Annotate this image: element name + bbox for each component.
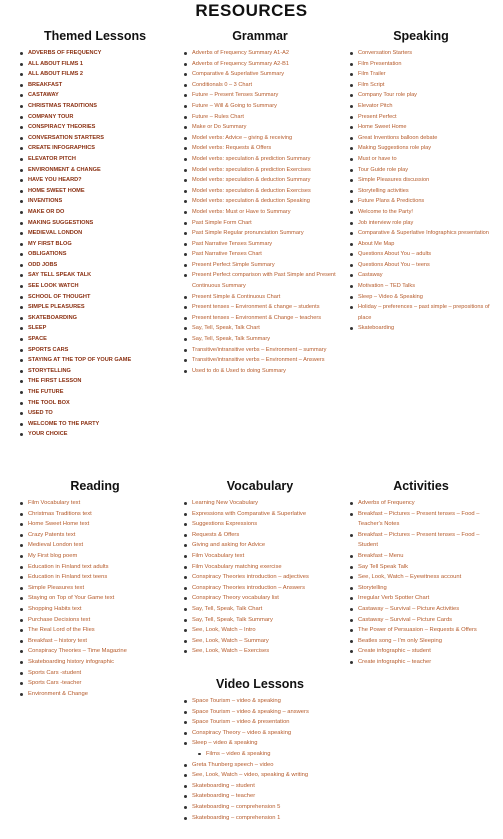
- resource-link[interactable]: INVENTIONS: [28, 196, 174, 207]
- resource-link[interactable]: Beatles song – I'm only Sleeping: [358, 636, 496, 647]
- resource-link[interactable]: ELEVATOR PITCH: [28, 154, 174, 165]
- resource-link[interactable]: Say, Tell, Speak, Talk Summary: [192, 334, 340, 345]
- resource-link[interactable]: Transitive/intransitive verbs – Environment – summary: [192, 345, 340, 356]
- resource-link[interactable]: Christmas Traditions text: [28, 509, 174, 520]
- resource-link[interactable]: Film Vocabulary text: [192, 551, 340, 562]
- resource-link[interactable]: HOME SWEET HOME: [28, 186, 174, 197]
- resource-link[interactable]: Giving and asking for Advice: [192, 540, 340, 551]
- resource-link[interactable]: My First blog poem: [28, 551, 174, 562]
- resource-link[interactable]: Comparative & Superlative Infographics presentation: [358, 228, 496, 239]
- resource-link[interactable]: Future – Rules Chart: [192, 112, 340, 123]
- resource-link[interactable]: SEE LOOK WATCH: [28, 281, 174, 292]
- resource-link[interactable]: Job interview role play: [358, 218, 496, 229]
- resource-link[interactable]: Great Inventions balloon debate: [358, 133, 496, 144]
- resource-link[interactable]: Film Vocabulary text: [28, 498, 174, 509]
- resource-link[interactable]: Skateboarding: [358, 323, 496, 334]
- resource-link[interactable]: Sleep – Video & Speaking: [358, 292, 496, 303]
- resource-link[interactable]: Transitive/intransitive verbs – Environment – Answers: [192, 355, 340, 366]
- resource-link[interactable]: Expressions with Comparative & Superlative: [192, 509, 340, 520]
- resource-link[interactable]: SPACE: [28, 334, 174, 345]
- resource-link[interactable]: SKATEBOARDING: [28, 313, 174, 324]
- resource-link[interactable]: Space Tourism – video & presentation: [192, 717, 340, 728]
- activities-list: [346, 498, 496, 668]
- resource-link[interactable]: Sleep – video & speaking: [192, 738, 340, 749]
- resource-link[interactable]: SCHOOL OF THOUGHT: [28, 292, 174, 303]
- resource-link[interactable]: Present tenses – Environment & Change – teachers: [192, 313, 340, 324]
- resource-link[interactable]: ALL ABOUT FILMS 1: [28, 59, 174, 70]
- resource-link[interactable]: Present Perfect comparison with Past Simple and Present Continuous Summary: [192, 270, 340, 291]
- resource-link[interactable]: Model verbs: Advice – giving & receiving: [192, 133, 340, 144]
- resource-link[interactable]: Adverbs of Frequency Summary A1-A2: [192, 48, 340, 59]
- vocabulary-section: [180, 478, 340, 657]
- resource-link[interactable]: HAVE YOU HEARD?: [28, 175, 174, 186]
- resource-link[interactable]: Past Narrative Tenses Chart: [192, 249, 340, 260]
- resource-link[interactable]: Film Presentation: [358, 59, 496, 70]
- resource-link[interactable]: Model verbs: speculation & prediction Summary: [192, 154, 340, 165]
- resource-link[interactable]: Breakfast – Pictures – Present tenses – Food – Teacher's Notes: [358, 509, 496, 530]
- themed-lessons-heading: Themed Lessons: [43, 29, 147, 43]
- speaking-list: [346, 48, 496, 334]
- resource-link[interactable]: MEDIEVAL LONDON: [28, 228, 174, 239]
- resource-link[interactable]: See, Look, Watch – Summary: [192, 636, 340, 647]
- resource-link[interactable]: OBLIGATIONS: [28, 249, 174, 260]
- resource-link[interactable]: Education in Finland text adults: [28, 562, 174, 573]
- resource-link[interactable]: Breakfast – Menu: [358, 551, 496, 562]
- resource-link[interactable]: Film Vocabulary matching exercise: [192, 562, 340, 573]
- resource-link[interactable]: Film Trailer: [358, 69, 496, 80]
- resource-link[interactable]: Model verbs: speculation & deduction Summary: [192, 175, 340, 186]
- resource-link[interactable]: About Me Map: [358, 239, 496, 250]
- video-lessons-section: [180, 676, 340, 823]
- resource-link[interactable]: Sports Cars -student: [28, 668, 174, 679]
- resource-link[interactable]: CONSPIRACY THEORIES: [28, 122, 174, 133]
- themed-lessons-section: [16, 28, 174, 440]
- resource-link[interactable]: Purchase Decisions text: [28, 615, 174, 626]
- resource-link[interactable]: Greta Thunberg speech – video: [192, 760, 340, 771]
- resource-link[interactable]: Space Tourism – video & speaking: [192, 696, 340, 707]
- resource-link[interactable]: Skateboarding history infographic: [28, 657, 174, 668]
- resource-link[interactable]: SPORTS CARS: [28, 345, 174, 356]
- resource-link[interactable]: The Real Lord of the Flies: [28, 625, 174, 636]
- resource-link[interactable]: ODD JOBS: [28, 260, 174, 271]
- resource-link[interactable]: See, Look, Watch – Intro: [192, 625, 340, 636]
- resource-link[interactable]: Past Simple Form Chart: [192, 218, 340, 229]
- resource-link[interactable]: THE FIRST LESSON: [28, 376, 174, 387]
- resource-link[interactable]: Sports Cars -teacher: [28, 678, 174, 689]
- resource-link[interactable]: Past Narrative Tenses Summary: [192, 239, 340, 250]
- resource-link[interactable]: ENVIRONMENT & CHANGE: [28, 165, 174, 176]
- resource-link[interactable]: Company Tour role play: [358, 90, 496, 101]
- vocabulary-heading: Vocabulary: [226, 479, 294, 493]
- resource-link[interactable]: Staying on Top of Your Game text: [28, 593, 174, 604]
- resource-link[interactable]: Comparative & Superlative Summary: [192, 69, 340, 80]
- resource-link[interactable]: Learning New Vocabulary: [192, 498, 340, 509]
- resource-link[interactable]: Breakfast – Pictures – Present tenses – Food – Student: [358, 530, 496, 551]
- resource-link[interactable]: Conspiracy Theories introduction – adjectives: [192, 572, 340, 583]
- resource-link[interactable]: SIMPLE PLEASURES: [28, 302, 174, 313]
- reading-list: [16, 498, 174, 699]
- resource-link[interactable]: See, Look, Watch – video, speaking & writing: [192, 770, 340, 781]
- resource-link[interactable]: Crazy Patents text: [28, 530, 174, 541]
- resource-link[interactable]: Present Perfect Simple Summary: [192, 260, 340, 271]
- grammar-section: [180, 28, 340, 376]
- resource-link[interactable]: Suggestions Expressions: [192, 519, 340, 530]
- resource-link[interactable]: CONVERSATION STARTERS: [28, 133, 174, 144]
- resource-link[interactable]: MAKE OR DO: [28, 207, 174, 218]
- resource-link[interactable]: Requests & Offers: [192, 530, 340, 541]
- resource-link[interactable]: Motivation – TED Talks: [358, 281, 496, 292]
- resource-link[interactable]: ADVERBS OF FREQUENCY: [28, 48, 174, 59]
- resource-link[interactable]: Present Perfect: [358, 112, 496, 123]
- resource-link[interactable]: Conspiracy Theories introduction – Answers: [192, 583, 340, 594]
- resource-link[interactable]: THE TOOL BOX: [28, 398, 174, 409]
- activities-heading: Activities: [393, 479, 449, 493]
- resource-link[interactable]: Films – video & speaking: [206, 749, 340, 760]
- resource-link[interactable]: BREAKFAST: [28, 80, 174, 91]
- vocabulary-list: [180, 498, 340, 657]
- resource-link[interactable]: CREATE INFOGRAPHICS: [28, 143, 174, 154]
- resource-link[interactable]: THE FUTURE: [28, 387, 174, 398]
- resource-link[interactable]: Tour Guide role play: [358, 165, 496, 176]
- resource-link[interactable]: Breakfast – history text: [28, 636, 174, 647]
- resource-link[interactable]: Questions About You – adults: [358, 249, 496, 260]
- resource-link[interactable]: Skateboarding – student: [192, 781, 340, 792]
- resource-link[interactable]: Medieval London text: [28, 540, 174, 551]
- grammar-heading: Grammar: [232, 29, 288, 43]
- resource-link[interactable]: Holiday – preferences – past simple – prepositions of place: [358, 302, 496, 323]
- resource-link[interactable]: ALL ABOUT FILMS 2: [28, 69, 174, 80]
- resource-link[interactable]: Elevator Pitch: [358, 101, 496, 112]
- speaking-section: [346, 28, 496, 334]
- resource-link[interactable]: Say, Tell, Speak, Talk Chart: [192, 323, 340, 334]
- resource-link[interactable]: WELCOME TO THE PARTY: [28, 419, 174, 430]
- themed-lessons-list: [16, 48, 174, 440]
- resource-link[interactable]: Say Tell Speak Talk: [358, 562, 496, 573]
- resource-link[interactable]: Irregular Verb Spotter Chart: [358, 593, 496, 604]
- resource-link[interactable]: Model verbs: speculation & deduction Exercises: [192, 186, 340, 197]
- resource-link[interactable]: Simple Pleasures text: [28, 583, 174, 594]
- resource-link[interactable]: Create infographic – student: [358, 646, 496, 657]
- resource-link[interactable]: Conspiracy Theory vocabulary list: [192, 593, 340, 604]
- resource-link[interactable]: Conspiracy Theory – video & speaking: [192, 728, 340, 739]
- resource-link[interactable]: CHRISTMAS TRADITIONS: [28, 101, 174, 112]
- resource-link[interactable]: Skateboarding – teacher: [192, 791, 340, 802]
- resource-link[interactable]: SAY TELL SPEAK TALK: [28, 270, 174, 281]
- resource-link[interactable]: Shopping Habits text: [28, 604, 174, 615]
- resource-link[interactable]: Simple Pleasures discussion: [358, 175, 496, 186]
- resource-link[interactable]: Used to do & Used to doing Summary: [192, 366, 340, 377]
- resource-link[interactable]: COMPANY TOUR: [28, 112, 174, 123]
- page-title: RESOURCES: [195, 1, 308, 20]
- resource-link[interactable]: Home Sweet Home: [358, 122, 496, 133]
- resource-link[interactable]: The Power of Persuasion – Requests & Offers: [358, 625, 496, 636]
- resource-link[interactable]: USED TO: [28, 408, 174, 419]
- resource-link[interactable]: Make or Do Summary: [192, 122, 340, 133]
- resource-link[interactable]: Storytelling: [358, 583, 496, 594]
- resource-link[interactable]: Adverbs of Frequency: [358, 498, 496, 509]
- resource-link[interactable]: Conversation Starters: [358, 48, 496, 59]
- resource-link[interactable]: Model verbs: Requests & Offers: [192, 143, 340, 154]
- resource-link[interactable]: Present Simple & Continuous Chart: [192, 292, 340, 303]
- resource-link[interactable]: Must or have to: [358, 154, 496, 165]
- resource-link[interactable]: STORYTELLING: [28, 366, 174, 377]
- resource-link[interactable]: Future Plans & Predictions: [358, 196, 496, 207]
- resource-link[interactable]: Film Script: [358, 80, 496, 91]
- resource-link[interactable]: Castaway: [358, 270, 496, 281]
- resource-link[interactable]: Future – Will & Going to Summary: [192, 101, 340, 112]
- resource-link[interactable]: YOUR CHOICE: [28, 429, 174, 440]
- resource-link[interactable]: Model verbs: Must or Have to Summary: [192, 207, 340, 218]
- resource-link[interactable]: Questions About You – teens: [358, 260, 496, 271]
- speaking-heading: Speaking: [393, 29, 449, 43]
- resource-link[interactable]: Model verbs: speculation & deduction Speaking: [192, 196, 340, 207]
- resource-link[interactable]: See, Look, Watch – Exercises: [192, 646, 340, 657]
- video-lessons-heading: Video Lessons: [216, 677, 304, 691]
- resource-link[interactable]: Welcome to the Party!: [358, 207, 496, 218]
- resource-link[interactable]: Say, Tell, Speak, Talk Chart: [192, 604, 340, 615]
- resource-link[interactable]: Conspiracy Theories – Time Magazine: [28, 646, 174, 657]
- resource-link[interactable]: MY FIRST BLOG: [28, 239, 174, 250]
- resource-link[interactable]: Space Tourism – video & speaking – answers: [192, 707, 340, 718]
- resource-link[interactable]: Present tenses – Environment & change – students: [192, 302, 340, 313]
- resource-link[interactable]: Environment & Change: [28, 689, 174, 700]
- resource-link[interactable]: Adverbs of Frequency Summary A2-B1: [192, 59, 340, 70]
- grammar-list: [180, 48, 340, 376]
- resource-link[interactable]: Model verbs: speculation & prediction Exercises: [192, 165, 340, 176]
- resource-link[interactable]: STAYING AT THE TOP OF YOUR GAME: [28, 355, 174, 366]
- resource-link[interactable]: Skateboarding – comprehension 5: [192, 802, 340, 813]
- resource-link[interactable]: Castaway – Survival – Picture Activities: [358, 604, 496, 615]
- resource-link[interactable]: Education in Finland text teens: [28, 572, 174, 583]
- resource-link[interactable]: See, Look, Watch – Eyewitness account: [358, 572, 496, 583]
- activities-section: [346, 478, 496, 668]
- resource-link[interactable]: Create infographic – teacher: [358, 657, 496, 668]
- resource-link[interactable]: Future – Present Tenses Summary: [192, 90, 340, 101]
- reading-section: [16, 478, 174, 699]
- resource-link[interactable]: MAKING SUGGESTIONS: [28, 218, 174, 229]
- resource-link[interactable]: Storytelling activities: [358, 186, 496, 197]
- resource-link[interactable]: SLEEP: [28, 323, 174, 334]
- reading-heading: Reading: [70, 479, 120, 493]
- resource-link[interactable]: Skateboarding – comprehension 1: [192, 813, 340, 824]
- resource-link[interactable]: Castaway – Survival – Picture Cards: [358, 615, 496, 626]
- resource-link[interactable]: Say, Tell, Speak, Talk Summary: [192, 615, 340, 626]
- resource-link[interactable]: Home Sweet Home text: [28, 519, 174, 530]
- video-lessons-list: [180, 696, 340, 823]
- resource-link[interactable]: Conditionals 0 – 3 Chart: [192, 80, 340, 91]
- resource-link[interactable]: Making Suggestions role play: [358, 143, 496, 154]
- resource-link[interactable]: CASTAWAY: [28, 90, 174, 101]
- resource-link[interactable]: Past Simple Regular pronunciation Summary: [192, 228, 340, 239]
